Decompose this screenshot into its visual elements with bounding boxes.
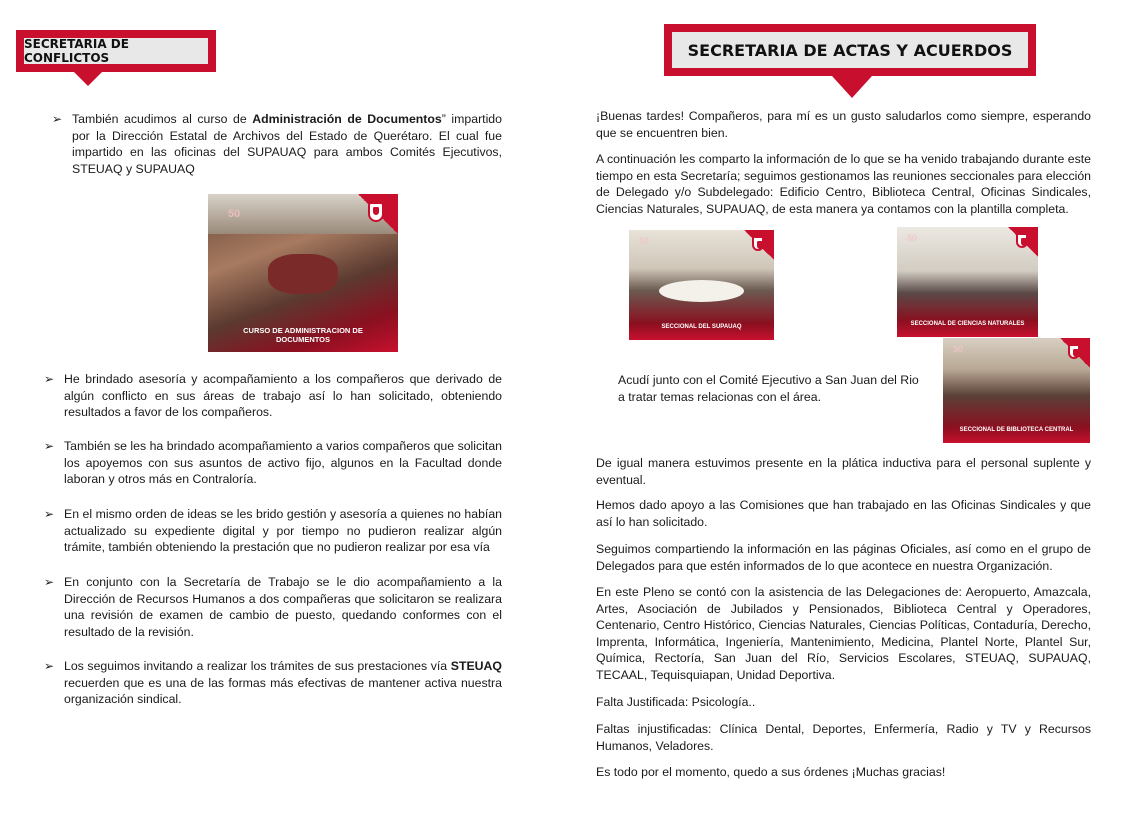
bullet-text-5: En conjunto con la Secretaría de Trabajo se le dio acompañamiento a la Dirección de Recursos Humanos a dos compañeras que solicitaron se realizara una revisión de examen de cambio de puesto, quedando conformes con el resultado de la revisión. bbox=[64, 575, 502, 639]
anniversary-badge: 50 bbox=[228, 208, 241, 220]
paragraph-platica: De igual manera estuvimos presente en la plática inductiva para el personal suplente y eventual. bbox=[596, 456, 1091, 487]
right-header-pointer bbox=[832, 76, 872, 98]
arrow-bullet-icon: ➢ bbox=[44, 575, 55, 589]
arrow-bullet-icon: ➢ bbox=[44, 659, 55, 673]
paragraph-informacion: Seguimos compartiendo la información en las páginas Oficiales, así como en el grupo de Delegados para que estén informados de lo que acontece en nuestra Organización. bbox=[596, 542, 1091, 573]
paragraph-intro: A continuación les comparto la información de lo que se ha venido trabajando durante este tiempo en esta Secretaría; seguimos gestionamos las reuniones seccionales para elección de Delegado y/o Subdelegado: Edificio Centro, Biblioteca Central, Oficinas Sindicales, Ciencias Naturales, SUPAUAQ, de esta manera ya contamos con la plantilla completa. bbox=[596, 152, 1091, 216]
left-header-pointer bbox=[74, 72, 102, 86]
right-section-header bbox=[664, 24, 1036, 76]
left-header-label: SECRETARIA DE CONFLICTOS bbox=[24, 38, 208, 64]
right-header-label: SECRETARIA DE ACTAS Y ACUERDOS bbox=[672, 32, 1028, 68]
bullet-text-2: He brindado asesoría y acompañamiento a los compañeros que derivado de algún conflicto en sus áreas de trabajo así lo han solicitado, obteniendo resultados a favor de los compañeros. bbox=[64, 372, 502, 419]
bullet-text-6b: recuerden que es una de las formas más efectivas de mantener activa nuestra organización sindical. bbox=[64, 675, 502, 706]
photo-seccional-supauaq bbox=[629, 230, 774, 340]
bullet-text-3: También se les ha brindado acompañamiento a varios compañeros que solicitan los apoyemos con sus asuntos de activo fijo, algunos en la Facultad donde laboran y otros más en Contraloría. bbox=[64, 439, 502, 486]
bullet-text-1b: ” impartido por la Dirección Estatal de Archivos del Estado de Querétaro. El cual fue impartido en las oficinas del SUPAUAQ para ambos Comités Ejecutivos, STEUAQ y SUPAUAQ bbox=[72, 112, 502, 176]
arrow-bullet-icon: ➢ bbox=[44, 439, 55, 453]
bullet-item-5 bbox=[44, 574, 502, 640]
paragraph-comisiones: Hemos dado apoyo a las Comisiones que han trabajado en las Oficinas Sindicales y que así lo han solicitado. bbox=[596, 498, 1091, 529]
photo-seccional-biblioteca bbox=[943, 338, 1090, 443]
paragraph-san-juan: Acudí junto con el Comité Ejecutivo a San Juan del Rio a tratar temas relacionas con el área. bbox=[618, 373, 919, 404]
bullet-item-2 bbox=[44, 371, 502, 421]
bullet-item-3 bbox=[44, 438, 502, 488]
bullet-text-1a: También acudimos al curso de bbox=[72, 112, 253, 126]
bullet-text-6-bold: STEUAQ bbox=[450, 659, 502, 673]
bullet-item-6 bbox=[44, 658, 502, 708]
arrow-bullet-icon: ➢ bbox=[44, 372, 55, 386]
arrow-bullet-icon: ➢ bbox=[44, 507, 55, 521]
anniversary-badge: 50 bbox=[907, 233, 918, 243]
paragraph-asistencia: En este Pleno se contó con la asistencia de las Delegaciones de: Aeropuerto, Amazcala, Artes, Asociación de Jubilados y Pensionados, Biblioteca Central y Operadores, Centenario, Centro Histórico, Ciencias Naturales, Ciencias Políticas, Contaduría, Derecho, Imprenta, Informática, Ingeniería, Mantenimiento, Medicina, Plantel Norte, Plantel Sur, Química, Rectoría, San Juan del Río, Servicios Escolares, STEUAQ, SUPAUAQ, TECAAL, Tequisquiapan, Unidad Deportiva. bbox=[596, 585, 1091, 682]
bullet-text-1-bold: Administración de Documentos bbox=[252, 112, 442, 126]
paragraph-cierre: Es todo por el momento, quedo a sus órdenes ¡Muchas gracias! bbox=[596, 765, 946, 779]
bullet-text-6a: Los seguimos invitando a realizar los trámites de sus prestaciones vía bbox=[64, 659, 451, 673]
photo-curso-administracion bbox=[208, 194, 398, 352]
bullet-item-1 bbox=[52, 111, 502, 177]
union-seal-icon bbox=[752, 236, 764, 251]
paragraph-greeting: ¡Buenas tardes! Compañeros, para mí es un gusto saludarlos como siempre, esperando que se encuentren bien. bbox=[596, 109, 1091, 140]
paragraph-falta-justificada: Falta Justificada: Psicología.. bbox=[596, 695, 756, 709]
anniversary-badge: 50 bbox=[639, 236, 650, 246]
bullet-text-4: En el mismo orden de ideas se les brido gestión y asesoría a quienes no habían actualizado su expediente digital y por tiempo no pudieron realizar algún trámite, también obteniendo la prestación que no pudieron realizar por esa vía bbox=[64, 507, 502, 554]
paragraph-faltas-injustificadas: Faltas injustificadas: Clínica Dental, Deportes, Enfermería, Radio y TV y Recursos Humanos, Veladores. bbox=[596, 722, 1091, 753]
photo1-caption: SECCIONAL DEL SUPAUAQ bbox=[661, 324, 742, 330]
union-seal-icon bbox=[368, 202, 384, 222]
bullet-item-4 bbox=[44, 506, 502, 556]
photo-caption: CURSO DE ADMINISTRACION DE DOCUMENTOS bbox=[243, 326, 363, 344]
photo3-caption: SECCIONAL DE BIBLIOTECA CENTRAL bbox=[959, 427, 1074, 433]
union-seal-icon bbox=[1016, 233, 1028, 248]
left-section-header bbox=[16, 30, 216, 72]
union-seal-icon bbox=[1068, 344, 1080, 359]
photo-seccional-ciencias-naturales bbox=[897, 227, 1038, 337]
photo2-caption: SECCIONAL DE CIENCIAS NATURALES bbox=[910, 321, 1025, 327]
anniversary-badge: 50 bbox=[953, 344, 964, 354]
arrow-bullet-icon: ➢ bbox=[52, 112, 63, 126]
